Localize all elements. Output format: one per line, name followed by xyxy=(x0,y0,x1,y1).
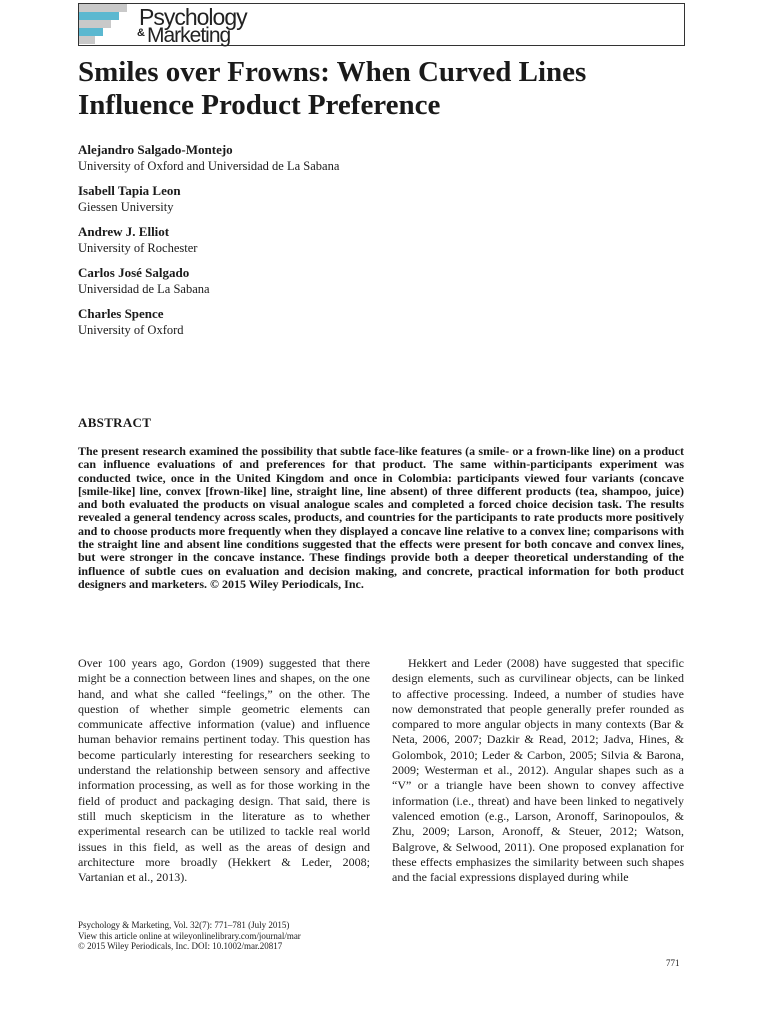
page-number: 771 xyxy=(666,958,680,968)
body-column-right: Hekkert and Leder (2008) have suggested that specific design elements, such as curvilinear objects, can be linked to affective processing. Indeed, a number of studies have now demonstrated that people generally prefer rounded as compared to more angular objects in many contexts (Bar & Neta, 2006, 2007; Dazkir & Read, 2012; Jadva, Hines, & Golombok, 2010; Leder & Carbon, 2005; Silvia & Barona, 2009; Westerman et al., 2012). Angular shapes such as a “V” or a triangle have been shown to convey affective information (i.e., threat) and have been linked to negatively valenced emotion (e.g., Larson, Aronoff, Sarinopoulos, & Zhu, 2009; Larson, Aronoff, & Steuer, 2012; Watson, Balgrove, & Selwood, 2011). One proposed explanation for these effects emphasizes the similarity between such shapes and the facial expressions displayed during while xyxy=(392,656,684,885)
author-name: Charles Spence xyxy=(78,306,164,321)
author-name: Andrew J. Elliot xyxy=(78,224,170,239)
journal-header xyxy=(78,3,685,46)
page-footer xyxy=(78,920,478,952)
footer-online-link: View this article online at wileyonlinelibrary.com/journal/mar xyxy=(78,930,301,941)
author-name: Carlos José Salgado xyxy=(78,265,190,280)
author-name: Alejandro Salgado-Montejo xyxy=(78,142,233,157)
author-affiliation: University of Oxford xyxy=(78,323,184,337)
abstract-text: The present research examined the possibility that subtle face-like features (a smile- or a frown-like line) on a product can influence evaluations of and preferences for that product. The same within-participants experiment was conducted twice, once in the United Kingdom and once in Colombia: participants viewed four variants (concave [smile-like] line, convex [frown-like] line, straight line, line absent) of three different products (tea, shampoo, juice) and both evaluated the products on visual analogue scales and completed a forced choice decision task. The results revealed a general tendency across scales, products, and countries for the participants to rate products more positively and to choose products more frequently when they displayed a concave line relative to a convex line; comparisons with the straight line and absent line conditions suggested that the effects were present for both concave and convex lines, but were stronger in the concave instance. These findings provide both a deeper theoretical understanding of the influence of subtle cues on evaluation and decision making, and concrete, practical information for both product designers and marketers. © 2015 Wiley Periodicals, Inc. xyxy=(78,444,684,591)
journal-logo-ampersand: & xyxy=(137,27,145,39)
footer-citation: Psychology & Marketing, Vol. 32(7): 771–781 (July 2015) xyxy=(78,920,290,930)
author-entry xyxy=(78,142,678,183)
author-entry xyxy=(78,306,678,347)
author-list xyxy=(78,142,678,347)
author-affiliation: University of Oxford and Universidad de La Sabana xyxy=(78,159,340,173)
author-affiliation: University of Rochester xyxy=(78,241,198,255)
body-column-left: Over 100 years ago, Gordon (1909) suggested that there might be a connection between lines and shapes, on the one hand, and what she called “feelings,” on the other. The question of whether simple geometric elements can communicate affective information (value) and influence human behavior remains pertinent today. This question has become particularly interesting for researchers seeking to understand the relationship between sensory and affective information processing, as well as for those working in the field of product and packaging design. That said, there is still much skepticism in the literature as to whether experimental research can be utilized to tackle real world issues in this field, as well as the areas of design and architecture more broadly (Hekkert & Leder, 2008; Vartanian et al., 2013). xyxy=(78,656,370,885)
author-affiliation: Giessen University xyxy=(78,200,174,214)
journal-logo-graphic xyxy=(79,4,127,45)
author-entry xyxy=(78,183,678,224)
journal-logo-line1: Psychology xyxy=(139,4,247,30)
abstract-heading: ABSTRACT xyxy=(78,415,152,430)
journal-logo-line2: Marketing xyxy=(147,24,231,47)
journal-logo xyxy=(139,4,339,45)
author-name: Isabell Tapia Leon xyxy=(78,183,181,198)
author-entry xyxy=(78,265,678,306)
footer-copyright: © 2015 Wiley Periodicals, Inc. DOI: 10.1002/mar.20817 xyxy=(78,941,283,951)
author-entry xyxy=(78,224,678,265)
author-affiliation: Universidad de La Sabana xyxy=(78,282,210,296)
article-title: Smiles over Frowns: When Curved Lines Influence Product Preference xyxy=(78,56,587,121)
